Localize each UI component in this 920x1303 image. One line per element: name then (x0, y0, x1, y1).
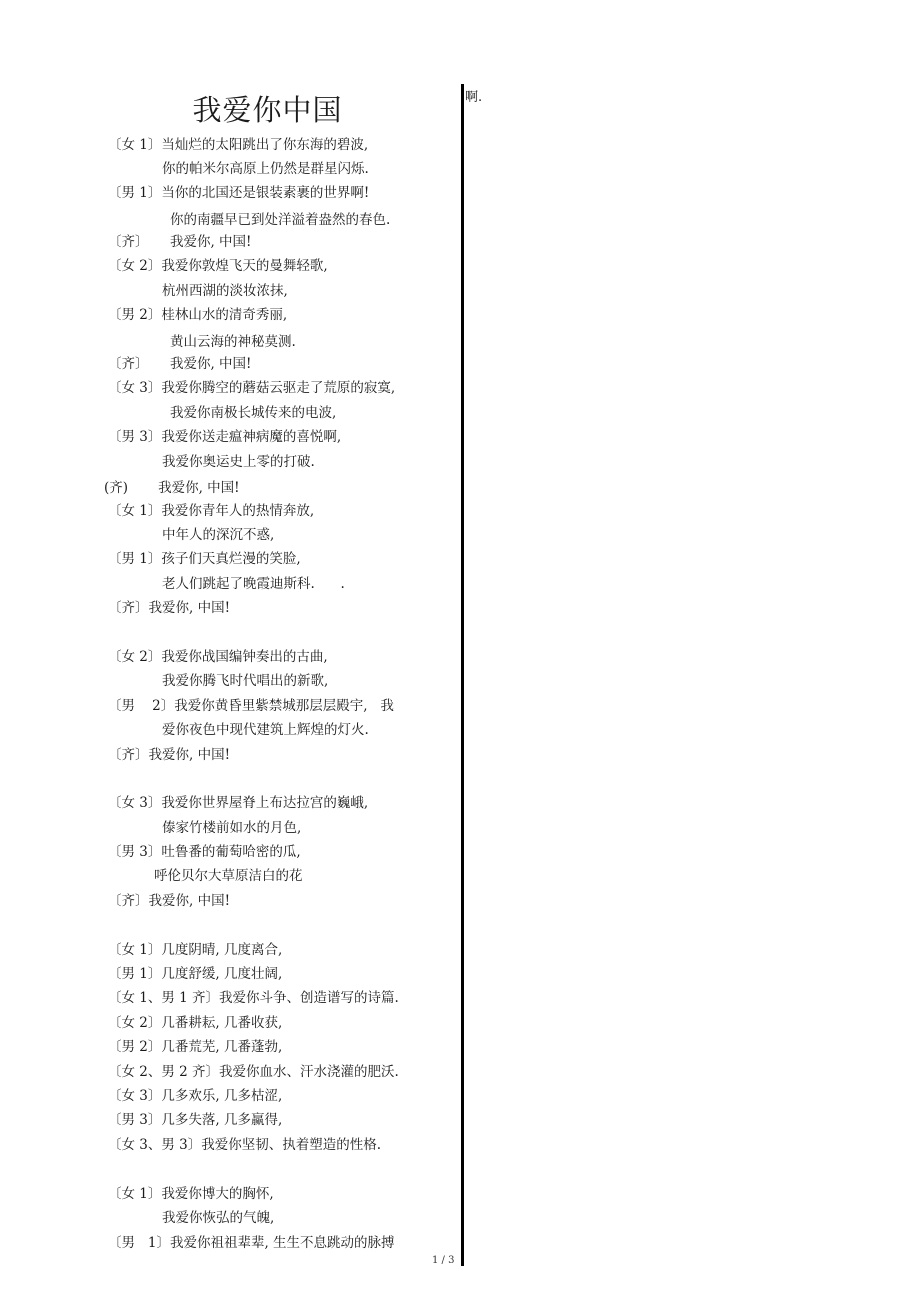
poem-line: 〔男 1〕几度舒缓, 几度壮阔, (108, 966, 283, 982)
poem-line: 〔齐〕我爱你, 中国! (108, 893, 231, 909)
poem-line: 〔女 2〕我爱你敦煌飞天的曼舞轻歌, (108, 258, 328, 274)
poem-line: 〔女 1〕我爱你博大的胸怀, (108, 1186, 274, 1202)
poem-line: 杭州西湖的淡妆浓抹, (162, 283, 288, 299)
poem-line: 〔女 1〕几度阴晴, 几度离合, (108, 942, 283, 958)
poem-line: 〔齐〕 我爱你, 中国! (108, 356, 252, 372)
poem-line: 你的南疆早已到处洋溢着盎然的春色. (170, 212, 391, 228)
poem-line: 黄山云海的神秘莫测. (170, 334, 296, 350)
poem-line: 我爱你奥运史上零的打破. (162, 454, 315, 470)
poem-line: 〔女 2〕几番耕耘, 几番收获, (108, 1015, 283, 1031)
poem-line: (齐) 我爱你, 中国! (104, 480, 240, 496)
column-2-text: 啊. (465, 90, 483, 105)
page-title: 我爱你中国 (192, 93, 343, 127)
poem-line: 〔齐〕我爱你, 中国! (108, 747, 231, 763)
poem-line: 〔女 1、男 1 齐〕我爱你斗争、创造谱写的诗篇. (108, 990, 399, 1006)
poem-line: 我爱你腾飞时代唱出的新歌, (162, 673, 329, 689)
poem-line: 爱你夜色中现代建筑上辉煌的灯火. (162, 722, 369, 738)
poem-line: 〔齐〕我爱你, 中国! (108, 600, 231, 616)
poem-line: 〔女 2、男 2 齐〕我爱你血水、汗水浇灌的肥沃. (108, 1064, 399, 1080)
column-divider (461, 84, 464, 1266)
poem-line: 〔齐〕 我爱你, 中国! (108, 234, 252, 250)
poem-line: 我爱你南极长城传来的电波, (170, 405, 337, 421)
poem-line: 呼伦贝尔大草原洁白的花 (154, 868, 303, 884)
poem-line: 老人们跳起了晚霞迪斯科. . (162, 576, 345, 592)
poem-line: 你的帕米尔高原上仍然是群星闪烁. (162, 161, 369, 177)
poem-line: 〔女 2〕我爱你战国编钟奏出的古曲, (108, 649, 328, 665)
poem-line: 〔男 1〕当你的北国还是银装素裹的世界啊! (108, 185, 370, 201)
poem-line: 〔女 1〕我爱你青年人的热情奔放, (108, 503, 315, 519)
poem-line: 〔男 3〕我爱你送走瘟神病魔的喜悦啊, (108, 429, 342, 445)
poem-line: 傣家竹楼前如水的月色, (162, 820, 302, 836)
poem-line: 我爱你恢弘的气魄, (162, 1210, 275, 1226)
poem-line: 〔男 1〕孩子们天真烂漫的笑脸, (108, 551, 301, 567)
poem-line: 〔女 3〕我爱你腾空的蘑菇云驱走了荒原的寂寞, (108, 380, 396, 396)
poem-line: 〔男 3〕吐鲁番的葡萄哈密的瓜, (108, 844, 301, 860)
poem-line: 〔男 2〕我爱你黄昏里紫禁城那层层殿宇, 我 (108, 698, 394, 714)
poem-line: 〔女 3〕我爱你世界屋脊上布达拉宫的巍峨, (108, 795, 369, 811)
poem-line: 〔男 3〕几多失落, 几多赢得, (108, 1112, 283, 1128)
poem-line: 〔女 1〕当灿烂的太阳跳出了你东海的碧波, (108, 137, 369, 153)
poem-line: 〔男 2〕几番荒芜, 几番蓬勃, (108, 1039, 283, 1055)
poem-line: 〔女 3、男 3〕我爱你坚韧、执着塑造的性格. (108, 1137, 382, 1153)
poem-line: 〔女 3〕几多欢乐, 几多枯涩, (108, 1088, 283, 1104)
poem-line: 中年人的深沉不惑, (162, 527, 275, 543)
poem-line: 〔男 2〕桂林山水的清奇秀丽, (108, 307, 288, 323)
poem-line: 〔男 1〕我爱你祖祖辈辈, 生生不息跳动的脉搏 (108, 1235, 395, 1251)
page-number: 1 / 3 (432, 1255, 455, 1266)
